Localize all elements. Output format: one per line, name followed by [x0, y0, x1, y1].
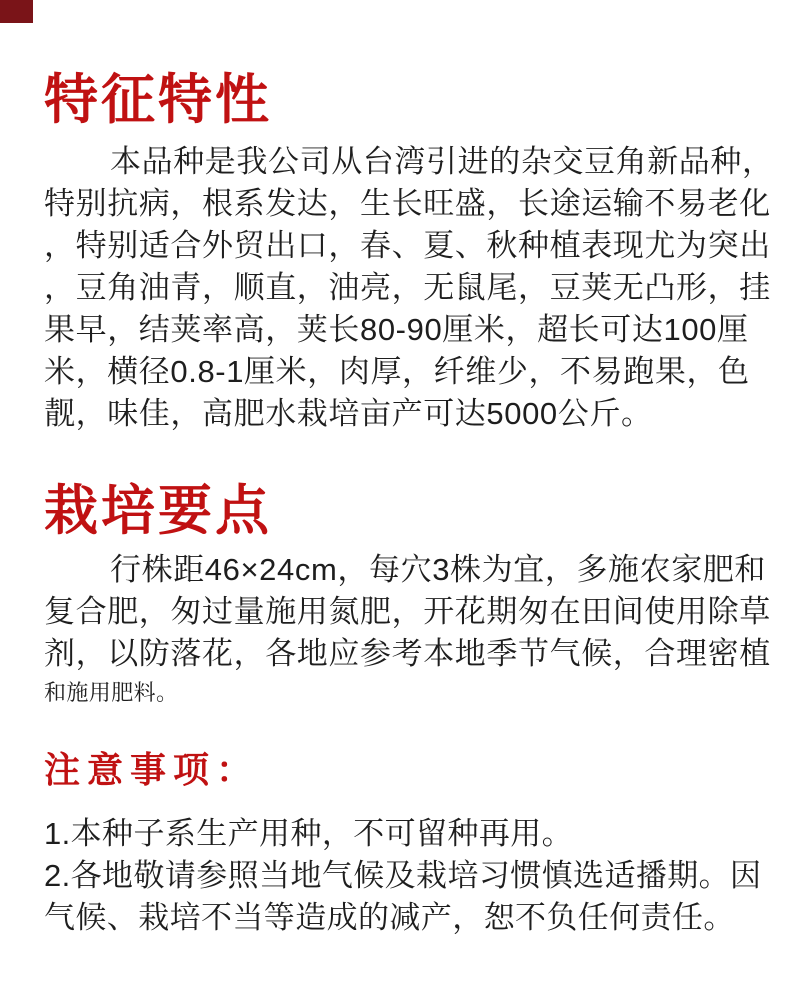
body-line-small: 和施用肥料。 [44, 680, 179, 706]
cultivation-paragraph [44, 549, 770, 711]
corner-mark [0, 0, 33, 23]
body-line: 复合肥，匆过量施用氮肥，开花期匆在田间使用除草 [44, 594, 771, 630]
body-line: 靓，味佳，高肥水栽培亩产可达5000公斤。 [44, 395, 653, 431]
body-line: 果早，结荚率高，荚长80-90厘米，超长可达100厘 [44, 311, 749, 347]
section-heading-cultivation: 栽培要点 [44, 480, 272, 541]
body-line: 米，横径0.8-1厘米，肉厚，纤维少，不易跑果，色 [44, 353, 750, 389]
note-item: 气候、栽培不当等造成的减产，恕不负任何责任。 [44, 899, 735, 935]
body-line: 特别抗病，根系发达，生长旺盛，长途运输不易老化 [44, 185, 771, 221]
body-line: 行株距46×24cm，每穴3株为宜，多施农家肥和 [110, 552, 767, 588]
features-paragraph [44, 141, 774, 435]
body-line: ，豆角油青，顺直，油亮，无鼠尾，豆荚无凸形，挂 [44, 269, 771, 305]
body-line: ，特别适合外贸出口，春、夏、秋种植表现尤为突出 [44, 227, 771, 263]
section-heading-features: 特征特性 [44, 70, 272, 130]
notes-list [44, 813, 770, 939]
body-line: 剂，以防落花，各地应参考本地季节气候，合理密植 [44, 636, 771, 672]
note-item: 1.本种子系生产用种，不可留种再用。 [44, 815, 574, 851]
body-line: 本品种是我公司从台湾引进的杂交豆角新品种， [110, 143, 774, 179]
note-item: 2.各地敬请参照当地气候及栽培习惯慎选适播期。因 [44, 857, 762, 893]
section-heading-notes: 注意事项： [44, 750, 260, 791]
